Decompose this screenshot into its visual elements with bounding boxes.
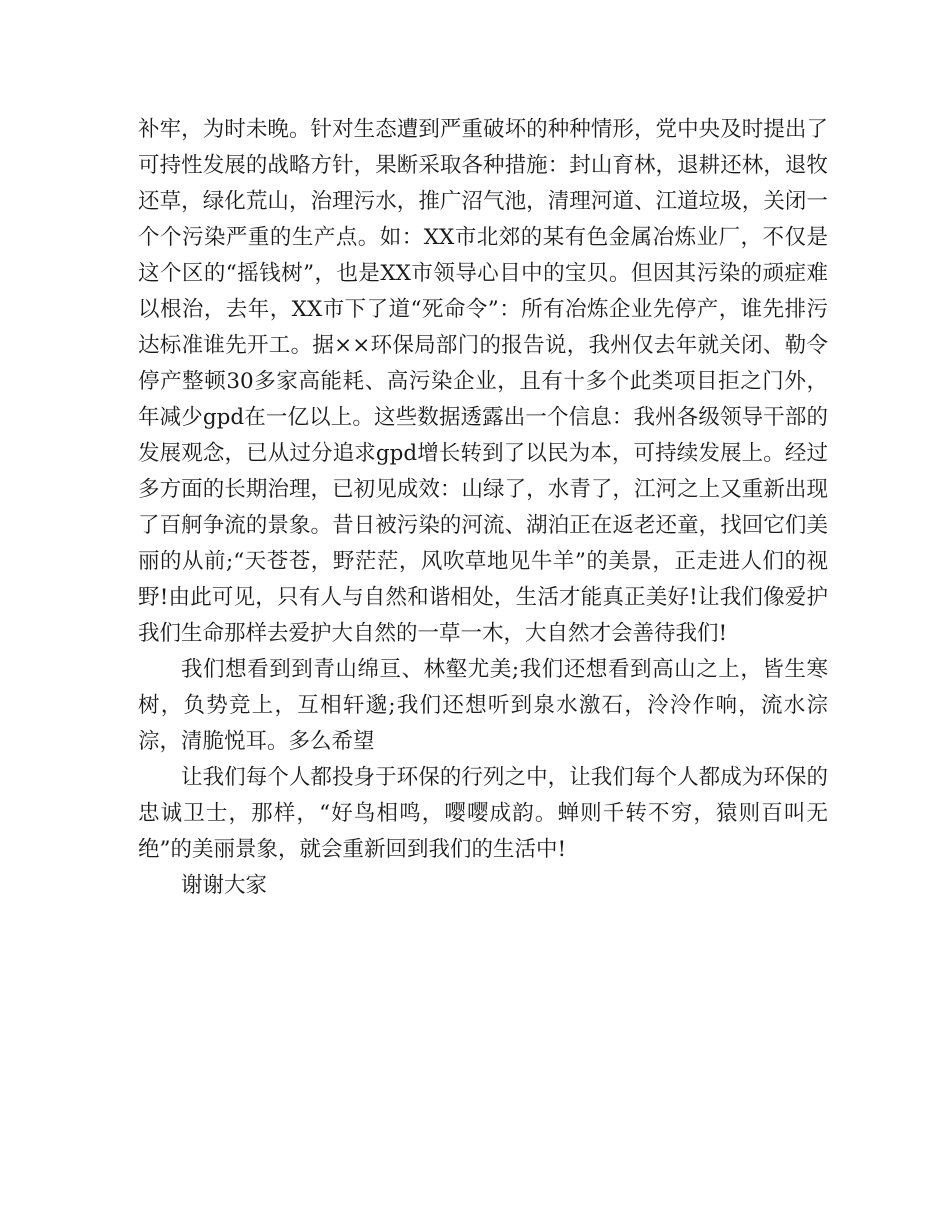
- closing-line: 谢谢大家: [181, 873, 268, 898]
- document-body: [138, 112, 828, 904]
- paragraph-3: 让我们每个人都投身于环保的行列之中，让我们每个人都成为环保的忠诚卫士，那样，“好鸟相鸣，嘤嘤成韵。蝉则千转不穷，猿则百叫无绝”的美丽景象，就会重新回到我们的生活中!: [138, 765, 828, 862]
- paragraph-1: 补牢，为时未晚。针对生态遭到严重破坏的种种情形，党中央及时提出了可持性发展的战略方针，果断采取各种措施：封山育林，退耕还林，退牧还草，绿化荒山，治理污水，推广沼气池，清理河道、江道垃圾，关闭一个个污染严重的生产点。如：XX市北郊的某有色金属冶炼业厂，不仅是这个区的“摇钱树”，也是XX市领导心目中的宝贝。但因其污染的顽症难以根治，去年，XX市下了道“死命令”：所有冶炼企业先停产，谁先排污达标准谁先开工。据××环保局部门的报告说，我州仅去年就关闭、勒令停产整顿30多家高能耗、高污染企业，且有十多个此类项目拒之门外，年减少gpd在一亿以上。这些数据透露出一个信息：我州各级领导干部的发展观念，已从过分追求gpd增长转到了以民为本，可持续发展上。经过多方面的长期治理，已初见成效：山绿了，水青了，江河之上又重新出现了百舸争流的景象。昔日被污染的河流、湖泊正在返老还童，找回它们美丽的从前;“天苍苍，野茫茫，风吹草地见牛羊”的美景，正走进人们的视野!由此可见，只有人与自然和谐相处，生活才能真正美好!让我们像爱护我们生命那样去爱护大自然的一草一木，大自然才会善待我们!: [138, 117, 828, 646]
- paragraph-2: 我们想看到到青山绵亘、林壑尤美;我们还想看到高山之上，皆生寒树，负势竞上，互相轩邈;我们还想听到泉水激石，泠泠作响，流水淙淙，清脆悦耳。多么希望: [138, 657, 828, 754]
